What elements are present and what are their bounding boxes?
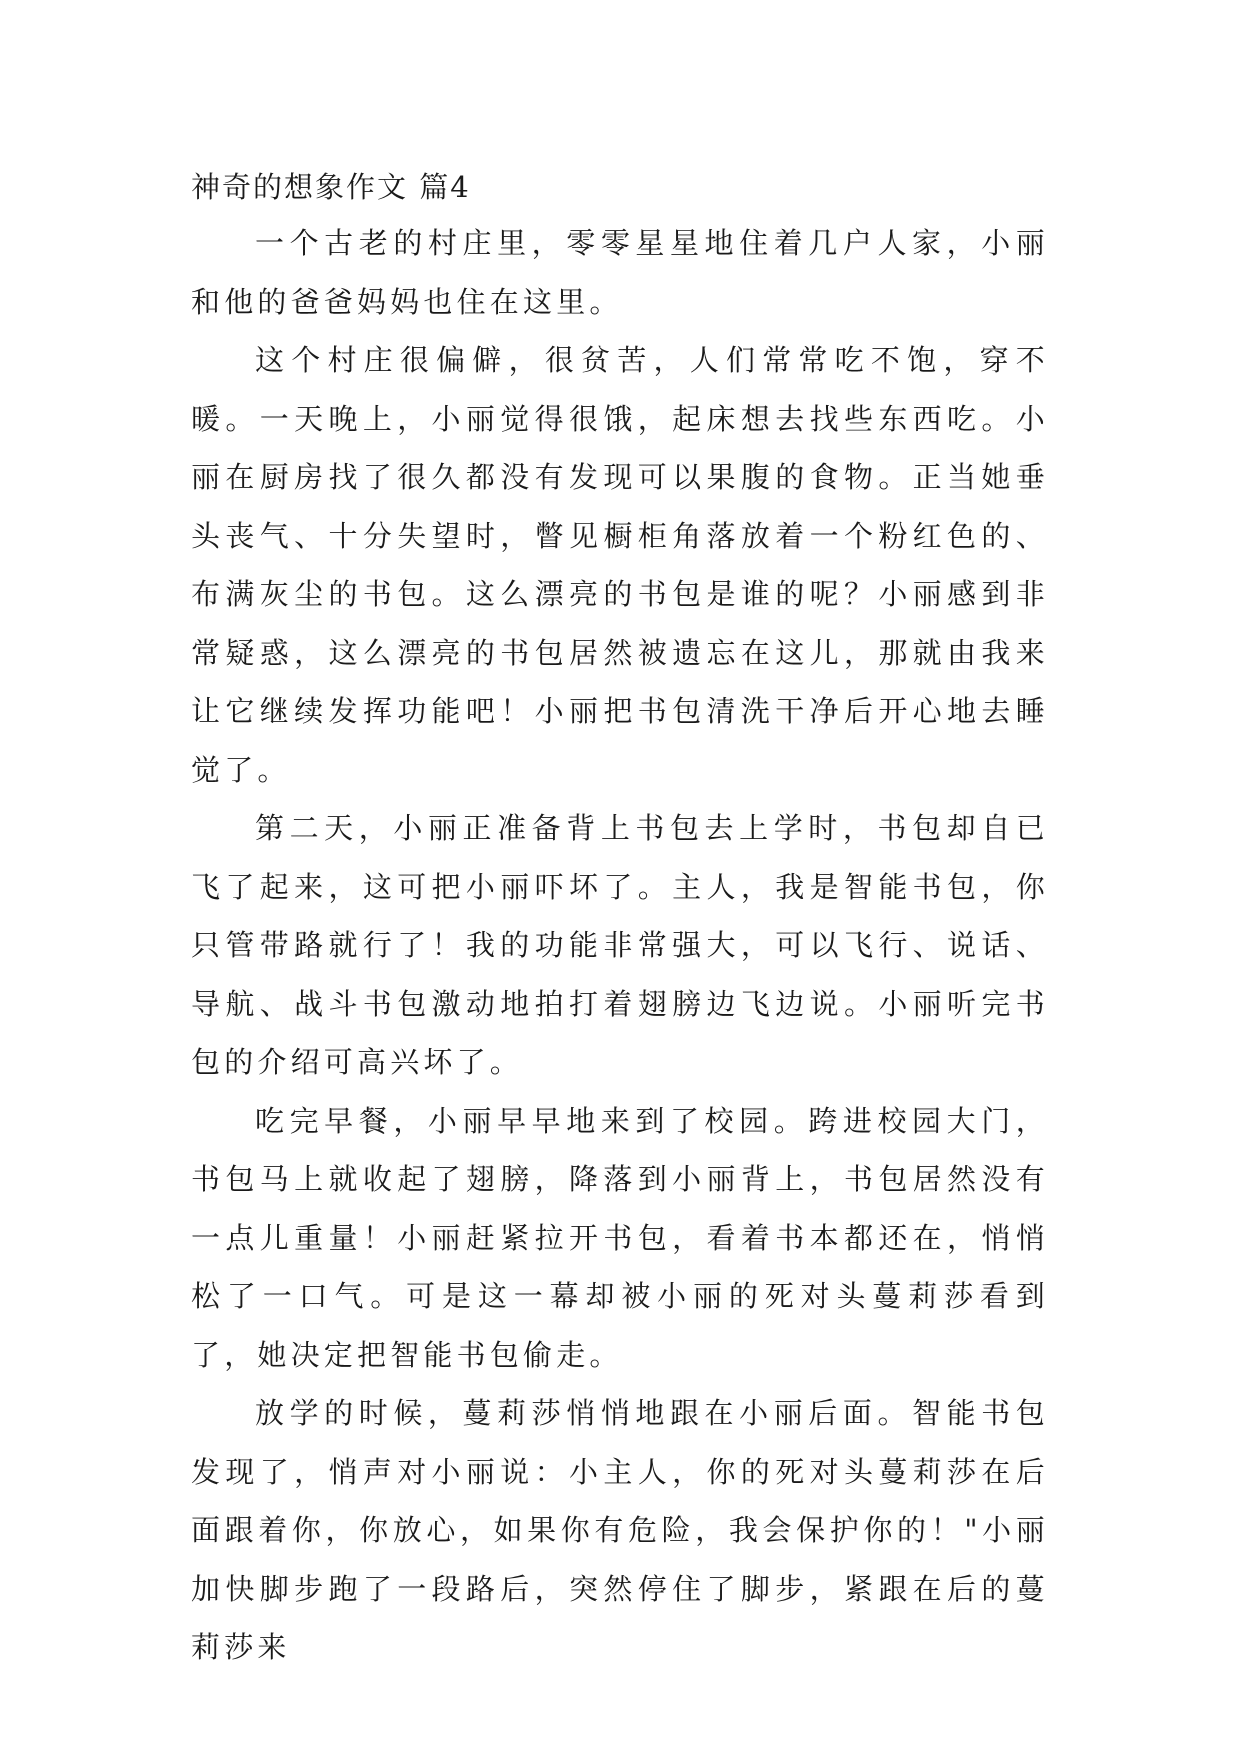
document-body <box>191 160 1049 1677</box>
document-title: 神奇的想象作文 篇4 <box>191 170 471 204</box>
paragraph-4: 吃完早餐，小丽早早地来到了校园。跨进校园大门，书包马上就收起了翅膀，降落到小丽背上，书包居然没有一点儿重量！小丽赶紧拉开书包，看着书本都还在，悄悄松了一口气。可是这一幕却被小丽的死对头蔓莉莎看到了，她决定把智能书包偷走。 <box>191 1103 1049 1372</box>
paragraph-3: 第二天，小丽正准备背上书包去上学时，书包却自已飞了起来，这可把小丽吓坏了。主人，我是智能书包，你只管带路就行了！我的功能非常强大，可以飞行、说话、导航、战斗书包激动地拍打着翅膀边飞边说。小丽听完书包的介绍可高兴坏了。 <box>191 811 1049 1079</box>
paragraph-1: 一个古老的村庄里，零零星星地住着几户人家，小丽和他的爸爸妈妈也住在这里。 <box>191 226 1049 319</box>
paragraph-5: 放学的时候，蔓莉莎悄悄地跟在小丽后面。智能书包发现了，悄声对小丽说：小主人，你的死对头蔓莉莎在后面跟着你，你放心，如果你有危险，我会保护你的！"小丽加快脚步跑了一段路后，突然停住了脚步，紧跟在后的蔓莉莎来 <box>191 1396 1049 1664</box>
paragraph-2: 这个村庄很偏僻，很贫苦，人们常常吃不饱，穿不暖。一天晚上，小丽觉得很饿，起床想去找些东西吃。小丽在厨房找了很久都没有发现可以果腹的食物。正当她垂头丧气、十分失望时，瞥见橱柜角落放着一个粉红色的、布满灰尘的书包。这么漂亮的书包是谁的呢？小丽感到非常疑惑，这么漂亮的书包居然被遗忘在这儿，那就由我来让它继续发挥功能吧！小丽把书包清洗干净后开心地去睡觉了。 <box>191 343 1049 787</box>
